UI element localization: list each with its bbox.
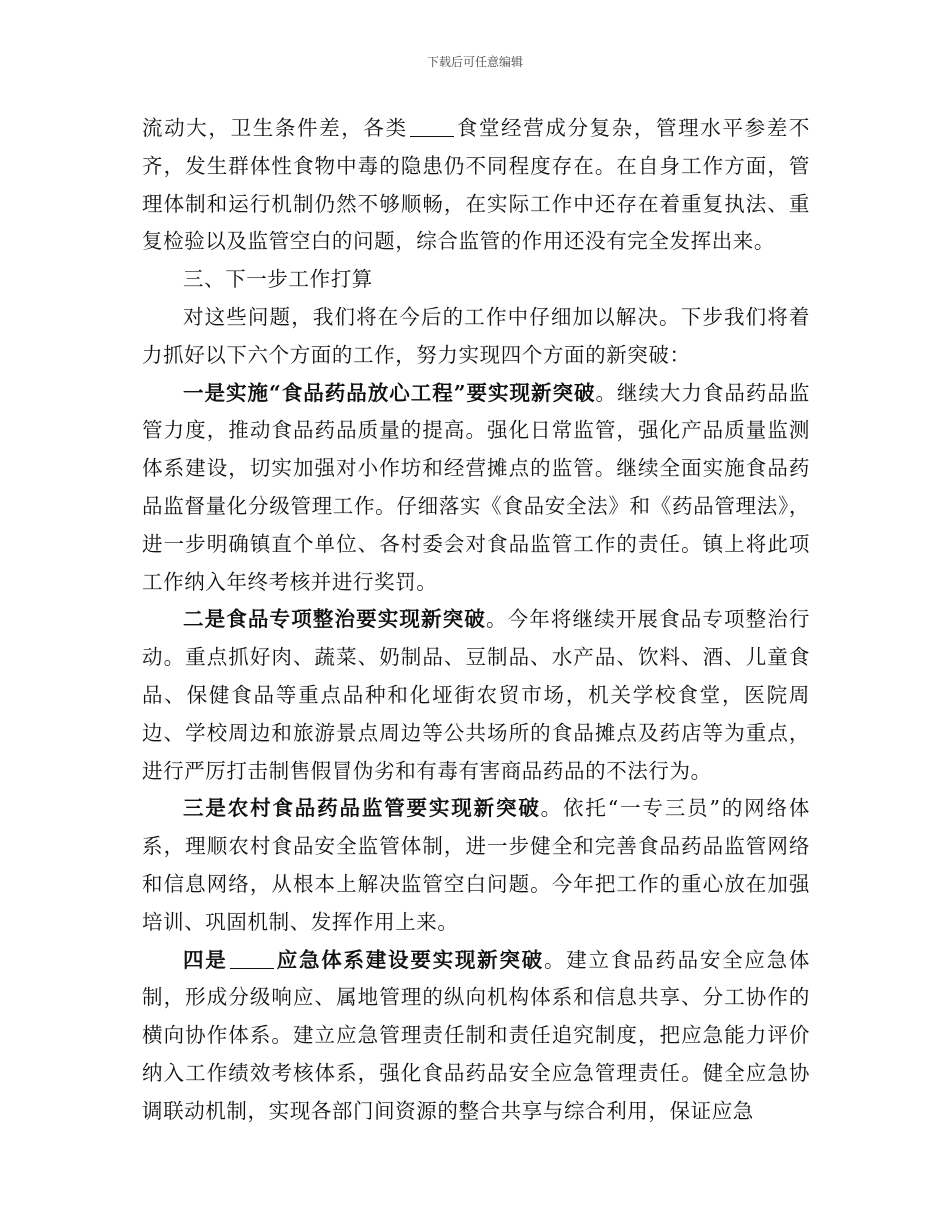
item-heading: 一是实施“食品药品放心工程”要实现新突破 [183,380,596,405]
item-text: 。依托“一专三员”的网络体系，理顺农村食品安全监管体制，进一步健全和完善食品药品监管网络和信息网络，从根本上解决监管空白问题。今年把工作的重心放在加强培训、巩固机制、发挥作用上来。 [142,796,810,934]
paragraph-text: 对这些问题，我们将在今后的工作中仔细加以解决。下步我们将着力抓好以下六个方面的工作，努力实现四个方面的新突破： [142,304,810,367]
list-item [142,375,810,602]
item-text: 。继续大力食品药品监管力度，推动食品药品质量的提高。强化日常监管，强化产品质量监测体系建设，切实加强对小作坊和经营摊点的监管。继续全面实施食品药品监督量化分级管理工作。仔细落实《食品安全法》和《药品管理法》，进一步明确镇直个单位、各村委会对食品监管工作的责任。镇上将此项工作纳入年终考核并进行奖罚。 [142,380,810,594]
item-heading: 应急体系建设要实现新突破 [275,947,544,972]
page-header: 下载后可任意编辑 [426,55,523,69]
paragraph-text: 食堂经营成分复杂，管理水平参差不齐，发生群体性食物中毒的隐患仍不同程度存在。在自身工作方面，管理体制和运行机制仍然不够顺畅，在实际工作中还存在着重复执法、重复检验以及监管空白的问题，综合监管的作用还没有完全发挥出来。 [142,116,810,254]
blank-underline [410,116,454,138]
item-text: 。建立食品药品安全应急体制，形成分级响应、属地管理的纵向机构体系和信息共享、分工协作的横向协作体系。建立应急管理责任制和责任追究制度，把应急能力评价纳入工作绩效考核体系，强化食品药品安全应急管理责任。健全应急协调联动机制，实现各部门间资源的整合共享与综合利用，保证应急 [142,947,811,1123]
list-item [142,942,810,1131]
item-text: 。今年将继续开展食品专项整治行动。重点抓好肉、蔬菜、奶制品、豆制品、水产品、饮料、酒、儿童食品、保健食品等重点品种和化垭街农贸市场，机关学校食堂，医院周边、学校周边和旅游景点周边等公共场所的食品摊点及药店等为重点，进行严厉打击制售假冒伪劣和有毒有害商品药品的不法行为。 [142,607,810,783]
item-heading: 三是农村食品药品监管要实现新突破 [183,796,541,821]
paragraph [142,299,810,375]
item-heading: 四是 [183,947,228,972]
paragraph-continuation [142,110,810,261]
list-item [142,601,810,790]
paragraph-text: 流动大，卫生条件差，各类 [142,116,408,140]
section-heading: 三、下一步工作打算 [183,267,373,292]
document-body [142,110,810,1131]
item-heading: 二是食品专项整治要实现新突破 [183,607,486,632]
blank-underline [230,947,274,969]
list-item [142,790,810,941]
